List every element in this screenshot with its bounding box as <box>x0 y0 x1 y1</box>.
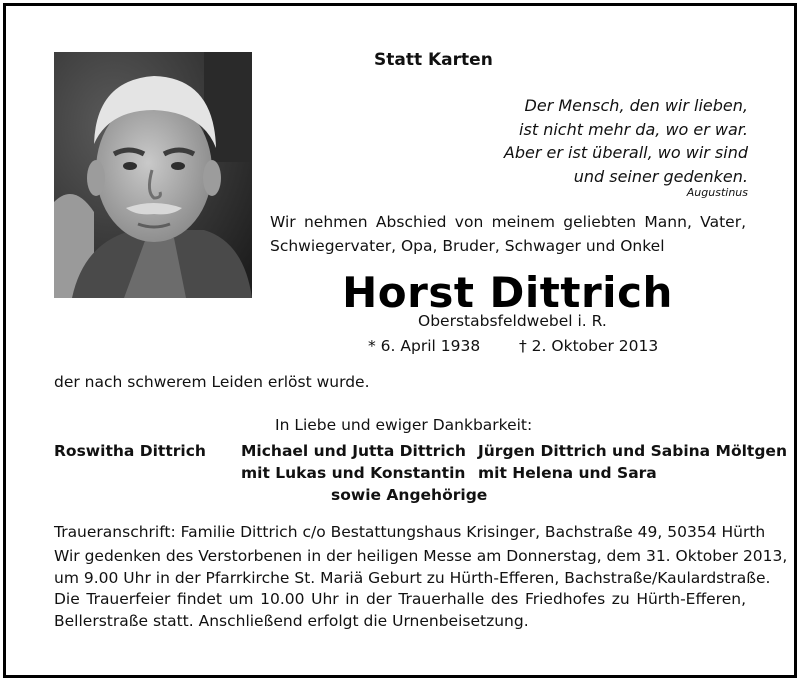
birth-date: * 6. April 1938 <box>368 337 481 355</box>
death-date: † 2. Oktober 2013 <box>519 337 659 355</box>
quote-line: ist nicht mehr da, wo er war. <box>519 119 748 139</box>
service-line: Die Trauerfeier findet um 10.00 Uhr in der Trauerhalle des Friedhofes zu Hürth-Efferen, <box>54 590 746 608</box>
quote-block <box>504 94 748 200</box>
heading-statt-karten: Statt Karten <box>374 50 493 70</box>
family-son-1: Michael und Jutta Dittrich <box>241 442 466 460</box>
quote-line: Der Mensch, den wir lieben, <box>524 96 748 115</box>
released-text: der nach schwerem Leiden erlöst wurde. <box>54 373 370 391</box>
quote-line: und seiner gedenken. <box>573 166 748 186</box>
family-grandchildren-2: mit Helena und Sara <box>478 464 657 482</box>
deceased-rank: Oberstabsfeldwebel i. R. <box>418 312 607 330</box>
intro-text: Wir nehmen Abschied von meinem geliebten Mann, Vater, Schwiegervater, Opa, Bruder, Schwager und Onkel <box>270 213 746 255</box>
service-line: um 9.00 Uhr in der Pfarrkirche St. Mariä Geburt zu Hürth-Efferen, Bachstraße/Kaulardstraße. <box>54 568 771 587</box>
mourning-address: Traueranschrift: Familie Dittrich c/o Bestattungshaus Krisinger, Bachstraße 49, 50354 Hürth <box>54 523 766 541</box>
deceased-name: Horst Dittrich <box>342 268 673 317</box>
quote-line: Aber er ist überall, wo wir sind <box>503 143 748 162</box>
gratitude-line: In Liebe und ewiger Dankbarkeit: <box>275 416 533 434</box>
family-grandchildren-1: mit Lukas und Konstantin <box>241 464 466 482</box>
service-line: Bellerstraße statt. Anschließend erfolgt die Urnenbeisetzung. <box>54 611 529 630</box>
family-son-2: Jürgen Dittrich und Sabina Möltgen <box>478 442 787 460</box>
family-others: sowie Angehörige <box>331 486 488 504</box>
quote-author: Augustinus <box>686 186 748 199</box>
service-line: Wir gedenken des Verstorbenen in der heiligen Messe am Donnerstag, dem 31. Oktober 2013, <box>54 547 788 565</box>
portrait-photo <box>54 52 252 298</box>
service-info <box>54 546 788 632</box>
family-widow: Roswitha Dittrich <box>54 442 206 460</box>
